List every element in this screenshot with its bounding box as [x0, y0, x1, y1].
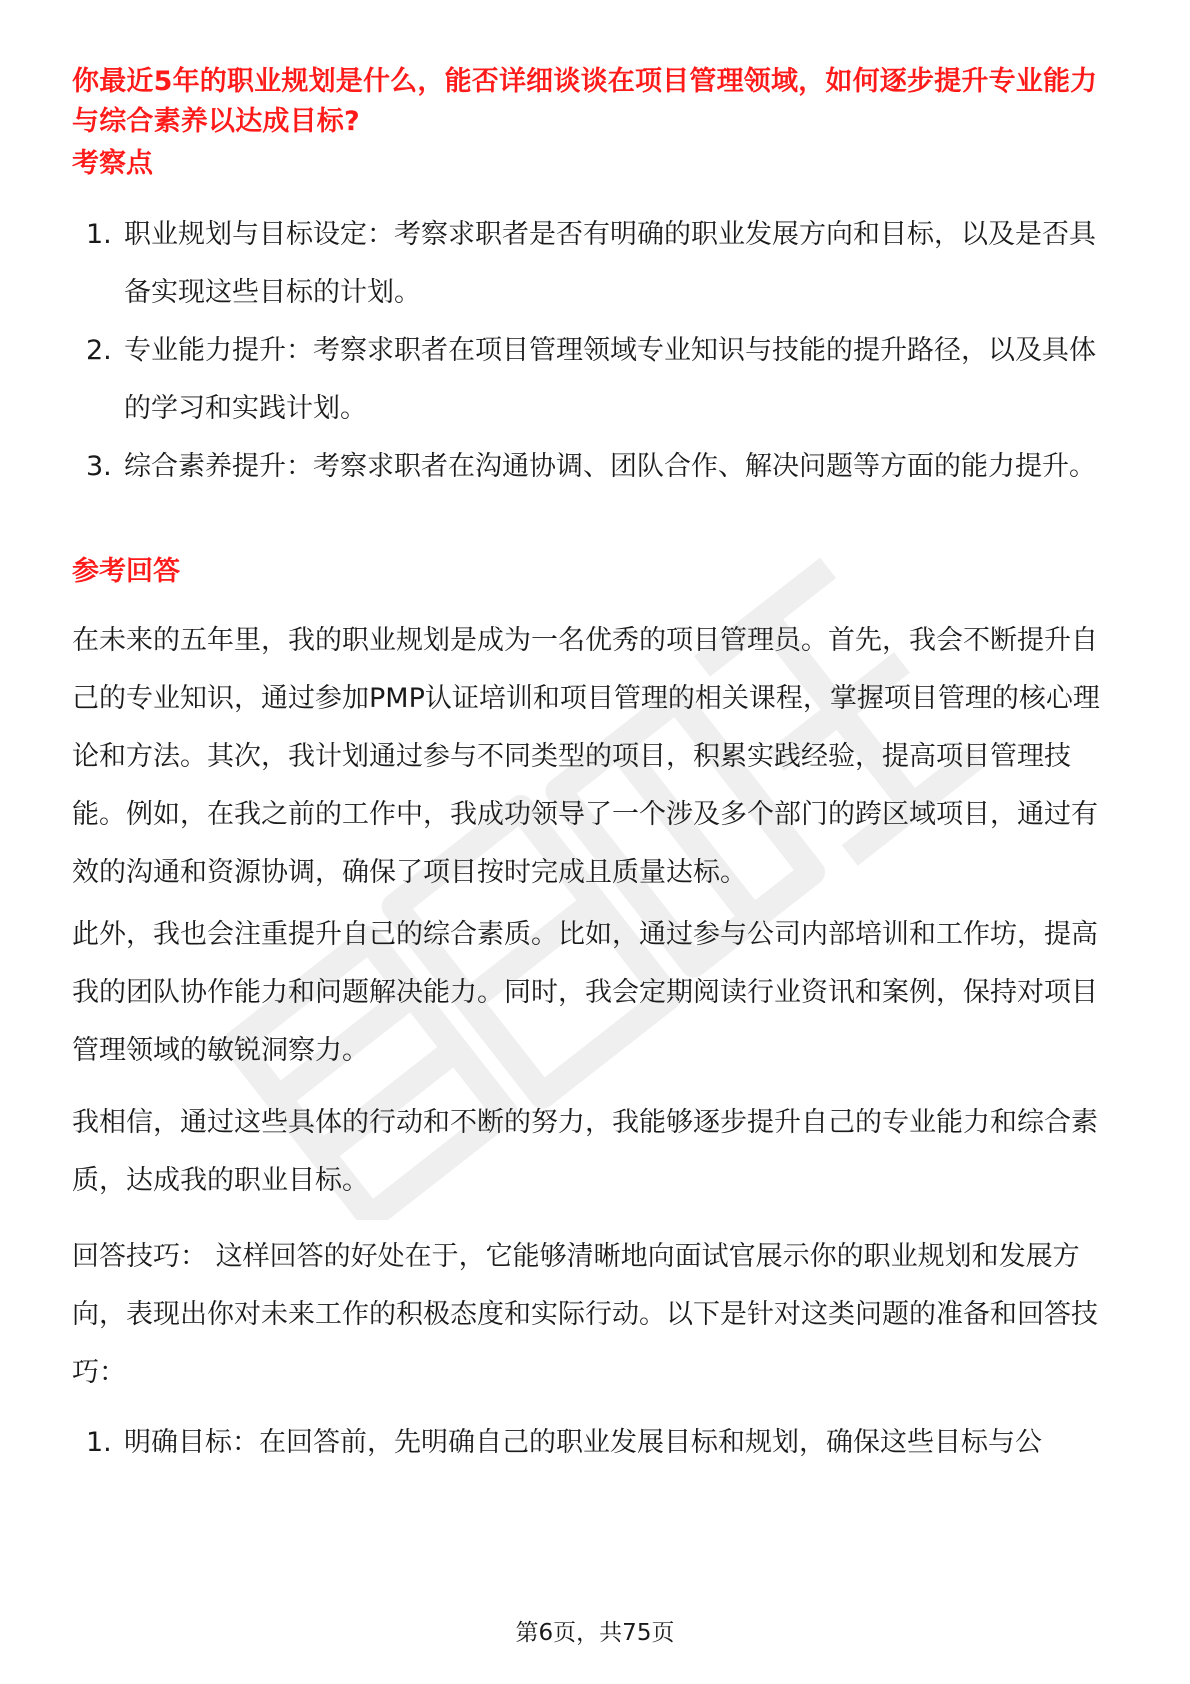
section-heading-focus: 考察点 — [72, 148, 153, 179]
list-item-text: 综合素养提升：考察求职者在沟通协调、团队合作、解决问题等方面的能力提升。 — [124, 451, 1096, 482]
question-title: 你最近5年的职业规划是什么，能否详细谈谈在项目管理领域，如何逐步提升专业能力与综合素养以达成目标? — [72, 66, 1098, 137]
section-heading-answer: 参考回答 — [72, 556, 180, 587]
list-item-number: 1. — [86, 219, 112, 250]
list-item-text: 专业能力提升：考察求职者在项目管理领域专业知识与技能的提升路径，以及具体的学习和实践计划。 — [124, 335, 1096, 424]
list-item-number: 3. — [86, 451, 112, 482]
answer-tips-intro: 回答技巧： 这样回答的好处在于，它能够清晰地向面试官展示你的职业规划和发展方向，表现出你对未来工作的积极态度和实际行动。以下是针对这类问题的准备和回答技巧： — [72, 1241, 1098, 1388]
list-item-number: 1. — [86, 1427, 112, 1458]
list-item — [72, 438, 1118, 496]
list-item-text: 明确目标：在回答前，先明确自己的职业发展目标和规划，确保这些目标与公 — [124, 1427, 1042, 1458]
page-footer: 第6页，共75页 — [515, 1620, 675, 1646]
list-item-text: 职业规划与目标设定：考察求职者是否有明确的职业发展方向和目标，以及是否具备实现这些目标的计划。 — [124, 219, 1096, 308]
focus-list — [72, 206, 1118, 496]
tips-list — [72, 1414, 1118, 1472]
list-item — [72, 206, 1118, 322]
list-item-number: 2. — [86, 335, 112, 366]
answer-paragraph-2: 此外，我也会注重提升自己的综合素质。比如，通过参与公司内部培训和工作坊，提高我的团队协作能力和问题解决能力。同时，我会定期阅读行业资讯和案例，保持对项目管理领域的敏锐洞察力。 — [72, 919, 1098, 1066]
list-item — [72, 322, 1118, 438]
answer-paragraph-3: 我相信，通过这些具体的行动和不断的努力，我能够逐步提升自己的专业能力和综合素质，达成我的职业目标。 — [72, 1107, 1098, 1196]
answer-paragraph-1: 在未来的五年里，我的职业规划是成为一名优秀的项目管理员。首先，我会不断提升自己的专业知识，通过参加PMP认证培训和项目管理的相关课程，掌握项目管理的核心理论和方法。其次，我计划通过参与不同类型的项目，积累实践经验，提高项目管理技能。例如，在我之前的工作中，我成功领导了一个涉及多个部门的跨区域项目，通过有效的沟通和资源协调，确保了项目按时完成且质量达标。 — [72, 625, 1100, 888]
list-item — [72, 1414, 1118, 1472]
